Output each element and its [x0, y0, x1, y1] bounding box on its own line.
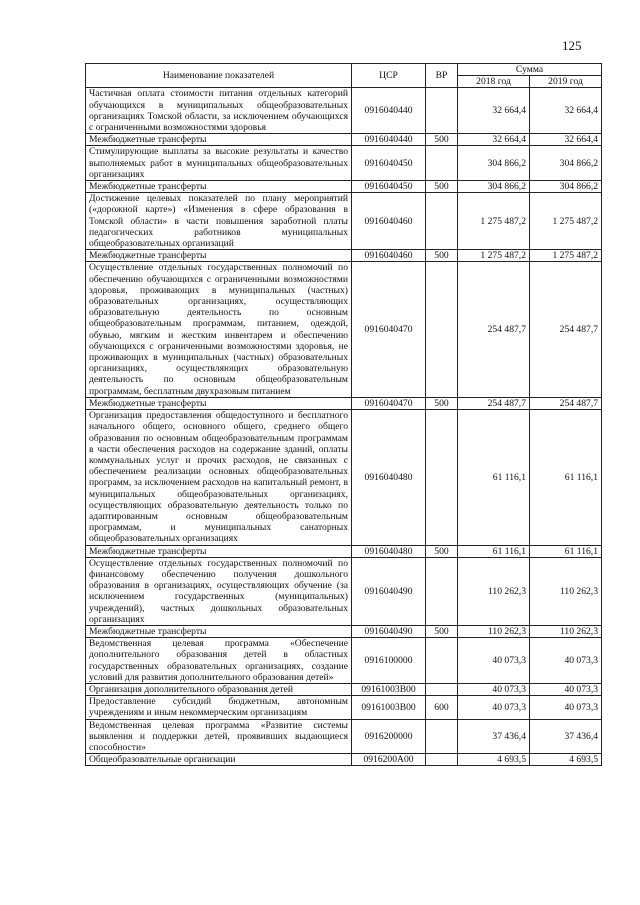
row-value-2019: 110 262,3: [530, 625, 602, 637]
row-value-2019: 40 073,3: [530, 696, 602, 719]
row-value-2018: 61 116,1: [458, 545, 530, 557]
row-name: Общеобразовательные организации: [86, 754, 352, 766]
row-value-2018: 254 487,7: [458, 397, 530, 409]
header-vr: ВР: [426, 64, 458, 88]
table-row: [86, 683, 602, 695]
row-vr: 500: [426, 134, 458, 146]
row-value-2018: 1 275 487,2: [458, 193, 530, 250]
row-value-2018: 304 866,2: [458, 181, 530, 193]
table-row: [86, 181, 602, 193]
table-row: [86, 696, 602, 719]
row-value-2019: 110 262,3: [530, 557, 602, 625]
row-value-2018: 32 664,4: [458, 88, 530, 134]
row-value-2018: 1 275 487,2: [458, 250, 530, 262]
table-row: [86, 88, 602, 134]
row-value-2018: 40 073,3: [458, 696, 530, 719]
row-code: 0916100000: [352, 638, 426, 684]
row-value-2018: 254 487,7: [458, 262, 530, 397]
table-row: [86, 397, 602, 409]
header-name: Наименование показателей: [86, 64, 352, 88]
row-value-2018: 40 073,3: [458, 638, 530, 684]
row-vr: [426, 638, 458, 684]
row-name: Ведомственная целевая программа «Обеспечение дополнительного образования детей в областных государственных образовательных организациях, создание условий для развития дополнительного образования детей»: [86, 638, 352, 684]
row-vr: [426, 557, 458, 625]
row-value-2019: 40 073,3: [530, 683, 602, 695]
row-value-2019: 37 436,4: [530, 719, 602, 754]
row-name: Межбюджетные трансферты: [86, 545, 352, 557]
header-row: [86, 64, 602, 76]
row-value-2019: 40 073,3: [530, 638, 602, 684]
row-code: 0916040470: [352, 262, 426, 397]
page-number: 125: [562, 38, 582, 53]
row-code: 0916040490: [352, 625, 426, 637]
row-name: Межбюджетные трансферты: [86, 181, 352, 193]
row-value-2019: 61 116,1: [530, 545, 602, 557]
row-value-2018: 61 116,1: [458, 410, 530, 545]
row-value-2019: 4 693,5: [530, 754, 602, 766]
row-code: 0916040470: [352, 397, 426, 409]
row-vr: 500: [426, 250, 458, 262]
row-vr: [426, 146, 458, 181]
table-row: [86, 638, 602, 684]
row-vr: [426, 410, 458, 545]
row-vr: [426, 719, 458, 754]
row-name: Частичная оплата стоимости питания отдельных категорий обучающихся в муниципальных общеобразовательных организациях Томской области, за исключением обучающихся с ограниченными возможностями здоровья: [86, 88, 352, 134]
header-year-2018: 2018 год: [458, 76, 530, 88]
row-vr: [426, 754, 458, 766]
row-name: Межбюджетные трансферты: [86, 625, 352, 637]
row-code: 0916040480: [352, 410, 426, 545]
row-value-2018: 304 866,2: [458, 146, 530, 181]
row-value-2019: 304 866,2: [530, 146, 602, 181]
table-row: [86, 719, 602, 754]
table-row: [86, 134, 602, 146]
row-value-2019: 254 487,7: [530, 397, 602, 409]
table-row: [86, 193, 602, 250]
row-value-2019: 61 116,1: [530, 410, 602, 545]
row-value-2018: 40 073,3: [458, 683, 530, 695]
row-name: Достижение целевых показателей по плану мероприятий («дорожной карте») «Изменения в сфере образования в Томской области» в части повышения заработной платы педагогических работников муниципальных общеобразовательных организаций: [86, 193, 352, 250]
row-code: 09161003В00: [352, 696, 426, 719]
row-code: 09161003В00: [352, 683, 426, 695]
table-row: [86, 250, 602, 262]
row-name: Межбюджетные трансферты: [86, 250, 352, 262]
row-value-2019: 32 664,4: [530, 134, 602, 146]
table-row: [86, 557, 602, 625]
row-vr: [426, 88, 458, 134]
row-name: Предоставление субсидий бюджетным, автономным учреждениям и иным некоммерческим организациям: [86, 696, 352, 719]
row-value-2018: 37 436,4: [458, 719, 530, 754]
row-vr: 500: [426, 397, 458, 409]
row-value-2019: 32 664,4: [530, 88, 602, 134]
table-row: [86, 410, 602, 545]
table-row: [86, 146, 602, 181]
row-value-2019: 1 275 487,2: [530, 250, 602, 262]
header-sum: Сумма: [458, 64, 602, 76]
row-code: 0916040480: [352, 545, 426, 557]
row-name: Межбюджетные трансферты: [86, 397, 352, 409]
row-value-2019: 1 275 487,2: [530, 193, 602, 250]
row-name: Ведомственная целевая программа «Развитие системы выявления и поддержки детей, проявивших выдающиеся способности»: [86, 719, 352, 754]
row-code: 0916200000: [352, 719, 426, 754]
header-code: ЦСР: [352, 64, 426, 88]
row-vr: [426, 193, 458, 250]
row-value-2018: 110 262,3: [458, 557, 530, 625]
row-code: 0916040440: [352, 134, 426, 146]
budget-table: [85, 63, 602, 766]
table-row: [86, 262, 602, 397]
row-value-2018: 4 693,5: [458, 754, 530, 766]
row-vr: [426, 683, 458, 695]
row-value-2019: 304 866,2: [530, 181, 602, 193]
table-row: [86, 754, 602, 766]
row-name: Осуществление отдельных государственных полномочий по финансовому обеспечению получения дошкольного образования в организациях, осуществляющих обучение (за исключением государственных (муниципальных) учреждений), частных дошкольных образовательных организациях: [86, 557, 352, 625]
row-value-2019: 254 487,7: [530, 262, 602, 397]
header-year-2019: 2019 год: [530, 76, 602, 88]
table-row: [86, 545, 602, 557]
row-code: 0916040440: [352, 88, 426, 134]
row-name: Организация дополнительного образования детей: [86, 683, 352, 695]
row-vr: 500: [426, 545, 458, 557]
row-code: 0916040450: [352, 181, 426, 193]
row-value-2018: 110 262,3: [458, 625, 530, 637]
row-name: Межбюджетные трансферты: [86, 134, 352, 146]
row-code: 0916040460: [352, 193, 426, 250]
row-vr: 500: [426, 181, 458, 193]
row-name: Организация предоставления общедоступного и бесплатного начального общего, основного общего, среднего общего образования по основным общеобразовательным программам в части обеспечения расходов на содержание зданий, оплаты коммунальных услуг и прочих расходов, не связанных с обеспечением реализации основных общеобразовательных программ, за исключением расходов на капитальный ремонт, в муниципальных общеобразовательных организациях, осуществляющих образовательную деятельность только по адаптированным основным общеобразовательным программам, и муниципальных санаторных общеобразовательных организациях: [86, 410, 352, 545]
row-name: Осуществление отдельных государственных полномочий по обеспечению обучающихся с ограниченными возможностями здоровья, проживающих в муниципальных (частных) образовательных организациях, осуществляющих образовательную деятельность по основным общеобразовательным программам, питанием, одеждой, обувью, мягким и жестким инвентарем и обеспечению обучающихся с ограниченными возможностями здоровья, не проживающих в муниципальных (частных) образовательных организациях, осуществляющих образовательную деятельность по основным общеобразовательным программам, бесплатным двухразовым питанием: [86, 262, 352, 397]
row-value-2018: 32 664,4: [458, 134, 530, 146]
row-vr: [426, 262, 458, 397]
row-code: 0916200А00: [352, 754, 426, 766]
row-vr: 600: [426, 696, 458, 719]
table-row: [86, 625, 602, 637]
row-code: 0916040490: [352, 557, 426, 625]
row-code: 0916040450: [352, 146, 426, 181]
row-code: 0916040460: [352, 250, 426, 262]
row-vr: 500: [426, 625, 458, 637]
row-name: Стимулирующие выплаты за высокие результаты и качество выполняемых работ в муниципальных общеобразовательных организациях: [86, 146, 352, 181]
